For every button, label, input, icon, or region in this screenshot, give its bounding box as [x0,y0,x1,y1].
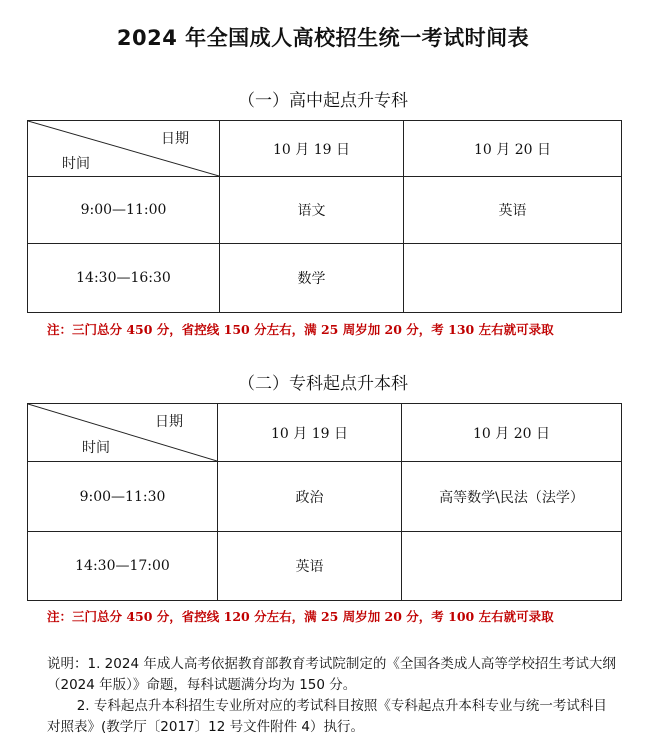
schedule-table-1 [27,120,622,313]
subject-cell [404,244,622,313]
section1-title: （一）高中起点升专科 [238,91,408,111]
header-time-label: 时间 [82,440,110,456]
table-row [28,244,622,313]
schedule-table-2 [27,403,622,601]
date-header: 10 月 20 日 [404,121,622,177]
subject-cell [402,532,622,601]
time-cell: 9:00—11:30 [28,462,218,532]
table-row [28,177,622,244]
subject-cell: 语文 [220,177,404,244]
header-date-label: 日期 [161,131,189,147]
section1-note: 注：三门总分 450 分，省控线 150 分左右，满 25 周岁加 20 分，考 130 左右就可录取 [47,322,554,337]
subject-cell: 政治 [218,462,402,532]
subject-cell: 英语 [218,532,402,601]
page-title: 2024 年全国成人高校招生统一考试时间表 [116,26,530,50]
explanation-line-1: 说明：1. 2024 年成人高考依据教育部教育考试院制定的《全国各类成人高等学校招生考试大纲（2024 年版）》命题，每科试题满分均为 150 分。 [47,656,616,693]
subject-cell: 数学 [220,244,404,313]
date-header: 10 月 19 日 [220,121,404,177]
date-header: 10 月 20 日 [402,404,622,462]
time-cell: 14:30—16:30 [28,244,220,313]
diagonal-line [28,121,219,176]
explanation-line-2: 2. 专科起点升本科招生专业所对应的考试科目按照《专科起点升本科专业与统一考试科目对照表》(教学厅〔2017〕12 号文件附件 4）执行。 [47,698,607,735]
table-row [28,462,622,532]
header-diagonal-cell [28,404,218,462]
header-time-label: 时间 [62,156,90,172]
explanation [47,654,617,738]
subject-cell: 英语 [404,177,622,244]
header-date-label: 日期 [155,414,183,430]
diagonal-line [28,404,217,461]
section2-title: （二）专科起点升本科 [238,374,408,394]
time-cell: 14:30—17:00 [28,532,218,601]
time-cell: 9:00—11:00 [28,177,220,244]
section2-note: 注：三门总分 450 分，省控线 120 分左右，满 25 周岁加 20 分，考 100 左右就可录取 [47,609,554,624]
header-diagonal-cell [28,121,220,177]
subject-cell: 高等数学\民法（法学） [402,462,622,532]
date-header: 10 月 19 日 [218,404,402,462]
table-row [28,532,622,601]
